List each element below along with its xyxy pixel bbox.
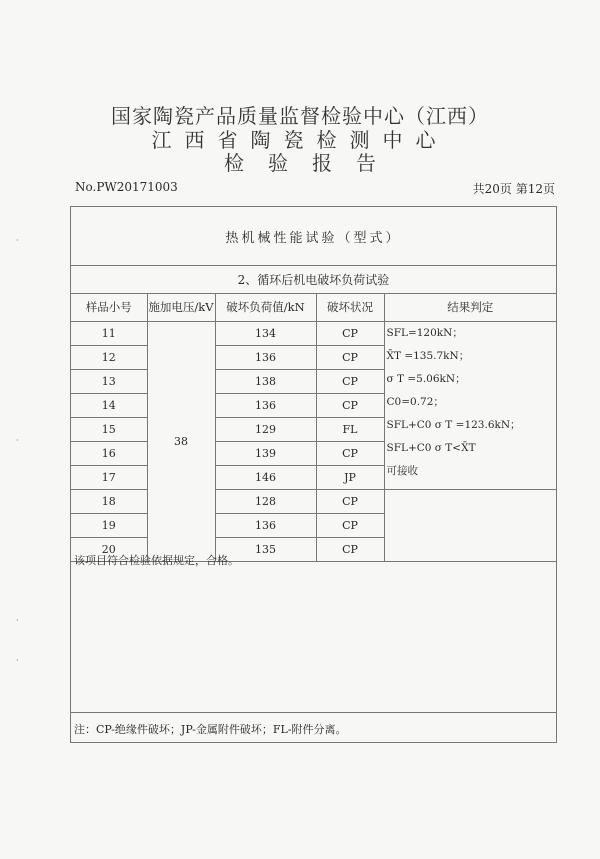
table-row (71, 490, 556, 514)
failure-status: CP (316, 394, 384, 418)
judgement-line: SFL+C0 σ T<X̄T (386, 442, 476, 454)
failure-status: CP (316, 514, 384, 538)
sample-no: 17 (71, 466, 147, 490)
failure-status: FL (316, 418, 384, 442)
load-value: 138 (215, 370, 316, 394)
margin-mark: · (16, 436, 19, 445)
sub-section-title: 2、循环后机电破坏负荷试验 (71, 265, 556, 294)
load-value: 129 (215, 418, 316, 442)
failure-status: CP (316, 538, 384, 562)
column-header: 破坏状况 (316, 293, 384, 322)
footnote-text: 注：CP-绝缘件破坏；JP-金属附件破坏；FL-附件分离。 (74, 723, 347, 736)
failure-status: CP (316, 346, 384, 370)
sample-no: 14 (71, 394, 147, 418)
load-value: 146 (215, 466, 316, 490)
column-header: 样品小号 (71, 293, 147, 322)
report-number: No.PW20171003 (75, 180, 178, 194)
judgement-line: X̄T =135.7kN； (386, 350, 470, 362)
page-info: 共20页 第12页 (472, 182, 555, 196)
judgement-cell (384, 322, 556, 490)
judgement-blank (384, 490, 556, 562)
load-value: 136 (215, 514, 316, 538)
margin-mark: · (16, 236, 19, 245)
column-header: 结果判定 (384, 293, 556, 322)
report-center-title: 江西省陶瓷检测中心 (151, 128, 449, 152)
column-header: 施加电压/kV (147, 293, 215, 322)
conclusion-text: 该项目符合检验依据规定，合格。 (74, 554, 239, 567)
voltage-cell: 38 (147, 322, 215, 562)
judgement-line: σ T =5.06kN； (386, 373, 466, 385)
margin-mark: · (16, 656, 19, 665)
judgement-line: SFL+C0 σ T =123.6kN； (386, 419, 521, 431)
failure-status: CP (316, 442, 384, 466)
load-value: 136 (215, 346, 316, 370)
sample-no: 15 (71, 418, 147, 442)
sample-no: 11 (71, 322, 147, 346)
sample-no: 16 (71, 442, 147, 466)
sample-no: 20 (71, 538, 147, 562)
column-header: 破坏负荷值/kN (215, 293, 316, 322)
margin-mark: · (16, 616, 19, 625)
failure-status: CP (316, 490, 384, 514)
failure-status: JP (316, 466, 384, 490)
report-org-title: 国家陶瓷产品质量监督检验中心（江西） (111, 104, 489, 128)
section-title: 热机械性能试验（型式） (71, 207, 556, 266)
failure-status: CP (316, 322, 384, 346)
results-table (71, 293, 556, 562)
sample-no: 19 (71, 514, 147, 538)
report-table-frame (70, 206, 557, 743)
judgement-line: SFL=120kN； (386, 327, 463, 339)
table-header-row (71, 293, 556, 322)
failure-status: CP (316, 370, 384, 394)
judgement-line: 可接收 (386, 465, 418, 477)
load-value: 134 (215, 322, 316, 346)
table-row (71, 322, 556, 346)
load-value: 136 (215, 394, 316, 418)
load-value: 128 (215, 490, 316, 514)
sample-no: 18 (71, 490, 147, 514)
load-value: 135 (215, 538, 316, 562)
report-title: 检验报告 (224, 151, 400, 175)
sample-no: 13 (71, 370, 147, 394)
sample-no: 12 (71, 346, 147, 370)
judgement-line: C0=0.72； (386, 396, 444, 408)
load-value: 139 (215, 442, 316, 466)
note-divider (71, 712, 556, 713)
